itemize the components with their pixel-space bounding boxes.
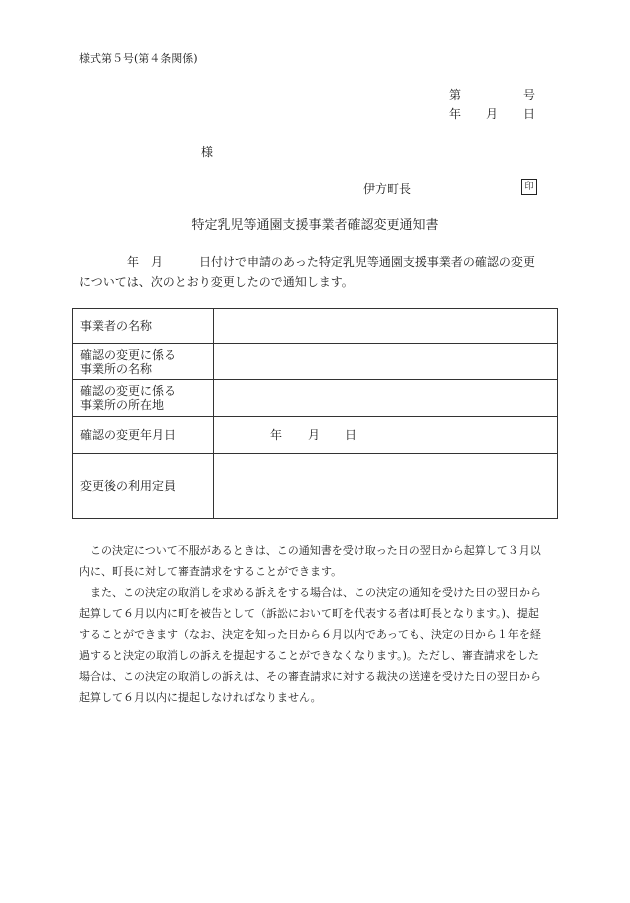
row-label-line: 確認の変更に係る (80, 347, 177, 362)
row-label: 変更後の利用定員 (73, 454, 214, 519)
document-title: 特定乳児等通園支援事業者確認変更通知書 (191, 218, 439, 233)
change-date (221, 428, 557, 442)
value-cell (214, 380, 558, 417)
note-line: 起算して６月以内に提起しなければなりません。 (79, 691, 322, 704)
addressee-suffix: 様 (201, 145, 214, 159)
intro-text: 日付けで申請のあった特定乳児等通園支援事業者の確認の変更 (199, 255, 535, 269)
appeal-notes (79, 540, 554, 708)
note-line: 内に、町長に対して審査請求をすることができます。 (79, 565, 343, 578)
value-cell (214, 344, 558, 380)
row-label-line: 事業所の名称 (80, 361, 153, 376)
intro-line-2: については、次のとおり変更したので通知します。 (79, 275, 354, 289)
issuer-title: 伊方町長 (363, 182, 412, 196)
row-label-line: 確認の変更に係る (80, 384, 177, 398)
row-label (73, 380, 214, 417)
note-line: 過すると決定の取消しの訴えを提起することができなくなります。)。ただし、審査請求をした (79, 649, 539, 662)
value-cell (214, 454, 558, 519)
note-line: 起算して６月以内に町を被告として（訴訟において町を代表する者は町長となります。)、提起 (79, 607, 539, 620)
row-label: 確認の変更年月日 (73, 417, 214, 454)
intro-year: 年 (127, 255, 140, 269)
value-cell (214, 417, 558, 454)
row-label-line: 事業所の所在地 (80, 398, 165, 412)
note-line: また、この決定の取消しを求める訴えをする場合は、この決定の通知を受けた日の翌日から (90, 586, 541, 599)
doc-date-day: 日 (523, 107, 536, 121)
value-cell (214, 309, 558, 344)
table-row (73, 380, 558, 417)
row-label (73, 344, 214, 380)
table-row (73, 417, 558, 454)
table-row (73, 454, 558, 519)
intro-month: 月 (151, 255, 164, 269)
note-line: この決定について不服があるときは、この通知書を受け取った日の翌日から起算して３月以 (90, 544, 541, 557)
change-date-year: 年 (270, 428, 283, 442)
table-row (73, 344, 558, 380)
doc-date-month: 月 (486, 107, 499, 121)
doc-number-prefix: 第 (449, 88, 462, 102)
info-table (72, 308, 558, 519)
table-row (73, 309, 558, 344)
doc-number-suffix: 号 (523, 88, 536, 102)
seal-mark: 印 (521, 179, 537, 195)
note-line: することができます（なお、決定を知った日から６月以内であっても、決定の日から１年を経 (79, 628, 541, 641)
change-date-day: 日 (345, 428, 358, 442)
form-number: 様式第５号(第４条関係) (79, 52, 198, 65)
note-line: 場合は、この決定の取消しの訴えは、その審査請求に対する裁決の送達を受けた日の翌日から (79, 670, 541, 683)
doc-date-year: 年 (449, 107, 462, 121)
row-label: 事業者の名称 (73, 309, 214, 344)
change-date-month: 月 (308, 428, 321, 442)
